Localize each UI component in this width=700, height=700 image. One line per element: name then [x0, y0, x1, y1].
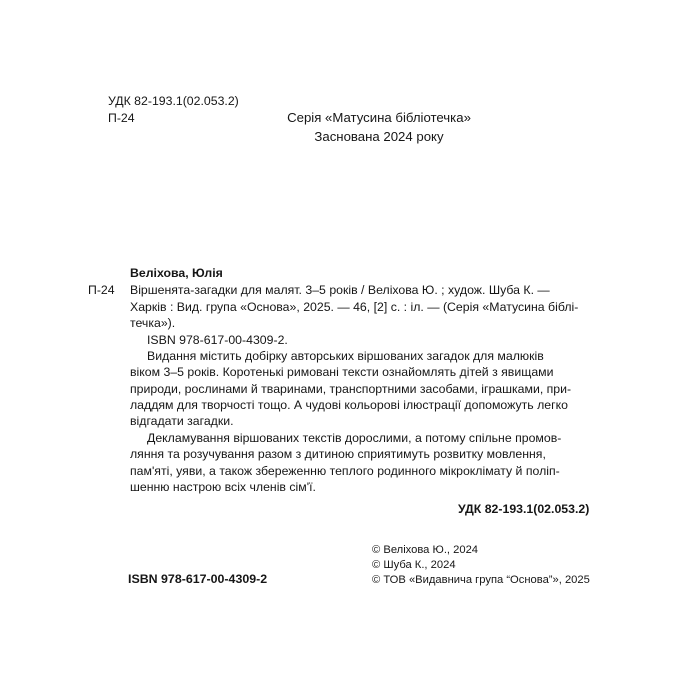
copyright-author: © Веліхова Ю., 2024: [372, 544, 479, 556]
para1-line-2: віком 3–5 років. Коротенькі римовані тексти ознайомлять дітей з явищами: [130, 365, 554, 379]
para1-line-3: природи, рослинами й тваринами, транспортними засобами, іграшками, при-: [130, 382, 572, 396]
series-founded: Заснована 2024 року: [314, 129, 444, 144]
copyright-publisher: © ТОВ «Видавнича група “Основа”», 2025: [372, 574, 590, 586]
library-code-top: П-24: [108, 111, 135, 125]
isbn-inline: ISBN 978-617-00-4309-2.: [147, 333, 288, 347]
bib-line-1: Віршенята-загадки для малят. 3–5 років / Веліхова Ю. ; худож. Шуба К. —: [130, 283, 550, 297]
para1-line-5: відгадати загадки.: [130, 414, 234, 428]
author-code: П-24: [88, 283, 115, 297]
para2-line-2: ляння та розучування разом з дитиною сприятимуть розвитку мовлення,: [130, 447, 546, 461]
bib-line-3: течка»).: [130, 316, 176, 330]
para2-line-4: шенню настрою всіх членів сім'ї.: [130, 480, 316, 494]
series-title: Серія «Матусина бібліотечка»: [287, 110, 471, 125]
copyright-illustrator: © Шуба К., 2024: [372, 559, 456, 571]
udc-bottom: УДК 82-193.1(02.053.2): [458, 502, 590, 516]
para1-line-1: Видання містить добірку авторських віршованих загадок для малюків: [147, 349, 544, 363]
author-name: Веліхова, Юлія: [130, 266, 223, 280]
para2-line-1: Декламування віршованих текстів дорослими, а потому спільне промов-: [147, 431, 562, 445]
para2-line-3: пам'яті, уяви, а також збереженню теплого родинного мікроклімату й поліп-: [130, 464, 560, 478]
bib-line-2: Харків : Вид. група «Основа», 2025. — 46, [2] с. : іл. — (Серія «Матусина біблі‑: [130, 300, 579, 314]
udc-top: УДК 82-193.1(02.053.2): [108, 94, 239, 108]
para1-line-4: ладдям для творчості тощо. А чудові кольорові ілюстрації допоможуть легко: [130, 398, 568, 412]
isbn-bottom: ISBN 978-617-00-4309-2: [128, 572, 268, 586]
